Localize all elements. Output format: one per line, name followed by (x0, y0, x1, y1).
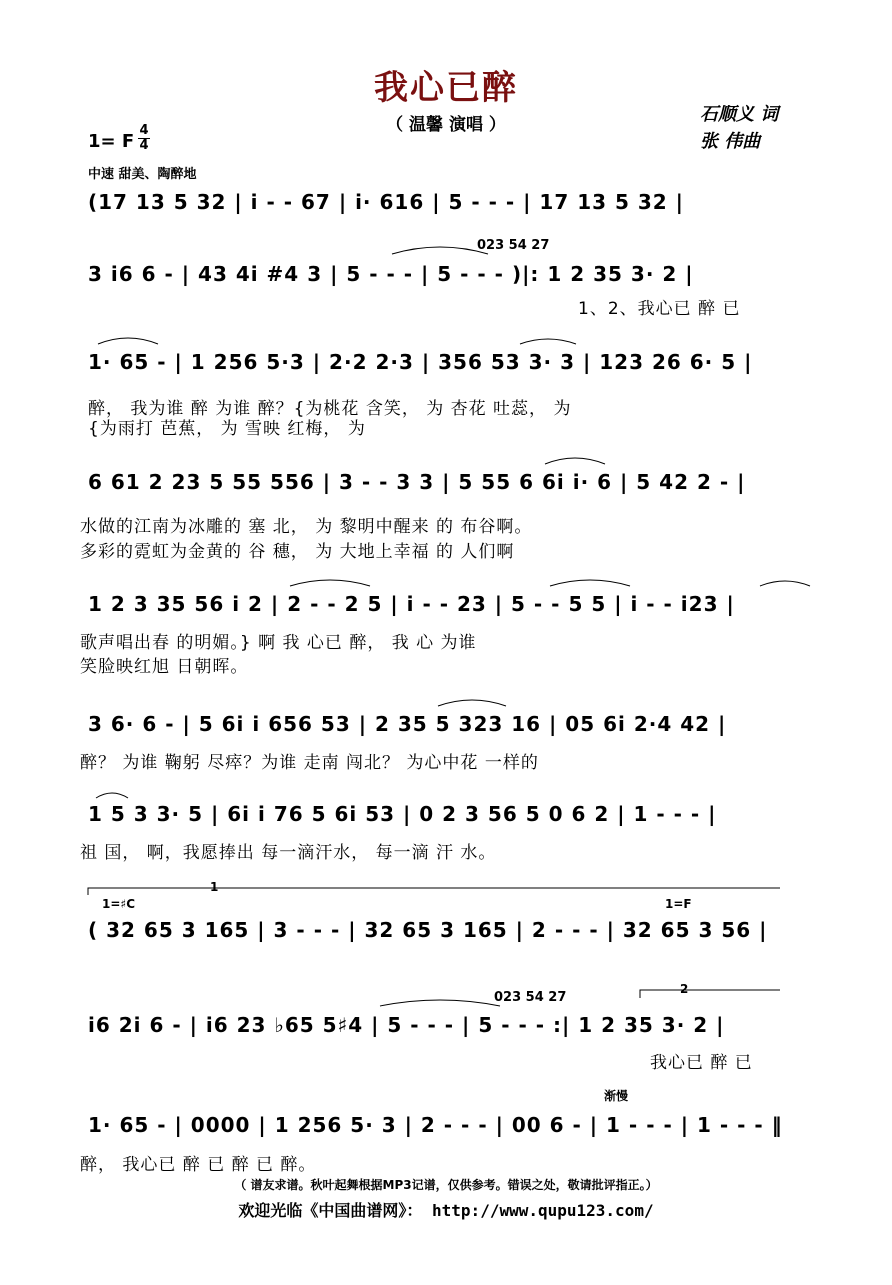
upper-notes-2: 023 54 27 (494, 990, 567, 1005)
song-title: 我心已醉 (374, 68, 518, 108)
tempo-ritardando: 渐慢 (604, 1089, 629, 1103)
lyric-line-9a: 我心已 醉 已 (650, 1053, 753, 1073)
lyric-line-3a: 醉， 我为谁 醉 为谁 醉？{为桃花 含笑， 为 杏花 吐蕊， 为 (88, 399, 572, 419)
key-change-csharp: 1=♯C (102, 897, 136, 911)
music-line-3: 1· 65 - | 1 256 5·3 | 2·2 2·3 | 356 53 3· 3 | 123 26 6· 5 | (88, 350, 753, 374)
key-change-f: 1=F (665, 897, 692, 911)
key-signature: 1= F (88, 131, 135, 152)
composer-credit: 张 伟曲 (700, 131, 761, 152)
volta-1-label: 1 (210, 880, 219, 894)
music-line-8: ( 32 65 3 165 | 3 - - - | 32 65 3 165 | 2 - - - | 32 65 3 56 | (88, 918, 768, 942)
lyric-line-5a: 歌声唱出春 的明媚。} 啊 我 心已 醉， 我 心 为谁 (80, 633, 477, 653)
music-line-7: 1 5 3 3· 5 | 6i i 76 5 6i 53 | 0 2 3 56 5 0 6 2 | 1 - - - | (88, 802, 717, 826)
music-line-5: 1 2 3 35 56 i 2 | 2 - - 2 5 | i - - 23 | 5 - - 5 5 | i - - i23 | (88, 592, 735, 616)
slur-line-2 (392, 247, 488, 254)
slur-line-4 (545, 458, 605, 464)
lyric-line-4b: 多彩的霓虹为金黄的 谷 穗， 为 大地上幸福 的 人们啊 (80, 542, 515, 562)
volta-1-bracket (88, 888, 215, 895)
music-line-1: (17 13 5 32 | i - - 67 | i· 616 | 5 - - - | 17 13 5 32 | (88, 190, 684, 214)
lyric-line-10a: 醉， 我心已 醉 已 醉 已 醉。 (80, 1155, 317, 1175)
lyric-line-4a: 水做的江南为冰雕的 塞 北， 为 黎明中醒来 的 布谷啊。 (80, 517, 533, 537)
transcriber-note: （ 谱友求谱。秋叶起舞根据MP3记谱，仅供参考。错误之处，敬请批评指正。） (234, 1178, 658, 1192)
time-signature-top: 4 (139, 123, 149, 138)
slur-line-7 (96, 793, 128, 798)
music-line-4: 6 61 2 23 5 55 556 | 3 - - 3 3 | 5 55 6 6i i· 6 | 5 42 2 - | (88, 470, 746, 494)
site-footer: 欢迎光临《中国曲谱网》： http://www.qupu123.com/ (238, 1201, 654, 1220)
slur-line-3b (520, 339, 576, 344)
slur-line-5b (550, 580, 630, 586)
tempo-marking: 中速 甜美、陶醉地 (88, 167, 197, 182)
slur-line-5c (760, 581, 810, 586)
lyric-line-7a: 祖 国， 啊，我愿捧出 每一滴汗水， 每一滴 汗 水。 (80, 843, 497, 863)
music-line-2: 3 i6 6 - | 43 4i #4 3 | 5 - - - | 5 - - - )|: 1 2 35 3· 2 | (88, 262, 694, 286)
lyric-line-5b: 笑脸映红旭 日朝晖。 (80, 657, 249, 677)
volta-2-label: 2 (680, 982, 689, 996)
lyric-line-6a: 醉？ 为谁 鞠躬 尽瘁？为谁 走南 闯北？ 为心中花 一样的 (80, 753, 539, 773)
lyricist-credit: 石顺义 词 (700, 104, 779, 125)
slur-line-9 (380, 1000, 500, 1006)
volta-2-bracket (640, 990, 780, 998)
singer-credit: （ 温馨 演唱 ） (386, 115, 506, 135)
music-line-6: 3 6· 6 - | 5 6i i 656 53 | 2 35 5 323 16 | 05 6i 2·4 42 | (88, 712, 727, 736)
music-line-9: i6 2i 6 - | i6 23 ♭65 5♯4 | 5 - - - | 5 - - - :| 1 2 35 3· 2 | (88, 1013, 725, 1037)
slur-line-5a (290, 580, 370, 586)
slur-line-6 (438, 700, 506, 706)
lyric-line-2a: 1、2、我心已 醉 已 (578, 299, 741, 319)
time-signature-bottom: 4 (139, 138, 149, 153)
music-line-10: 1· 65 - | 0000 | 1 256 5· 3 | 2 - - - | 00 6 - | 1 - - - | 1 - - - ‖ (88, 1113, 783, 1137)
lyric-line-3b: {为雨打 芭蕉， 为 雪映 红梅， 为 (88, 419, 366, 439)
slur-line-3a (98, 338, 158, 344)
upper-notes-1: 023 54 27 (477, 238, 550, 253)
